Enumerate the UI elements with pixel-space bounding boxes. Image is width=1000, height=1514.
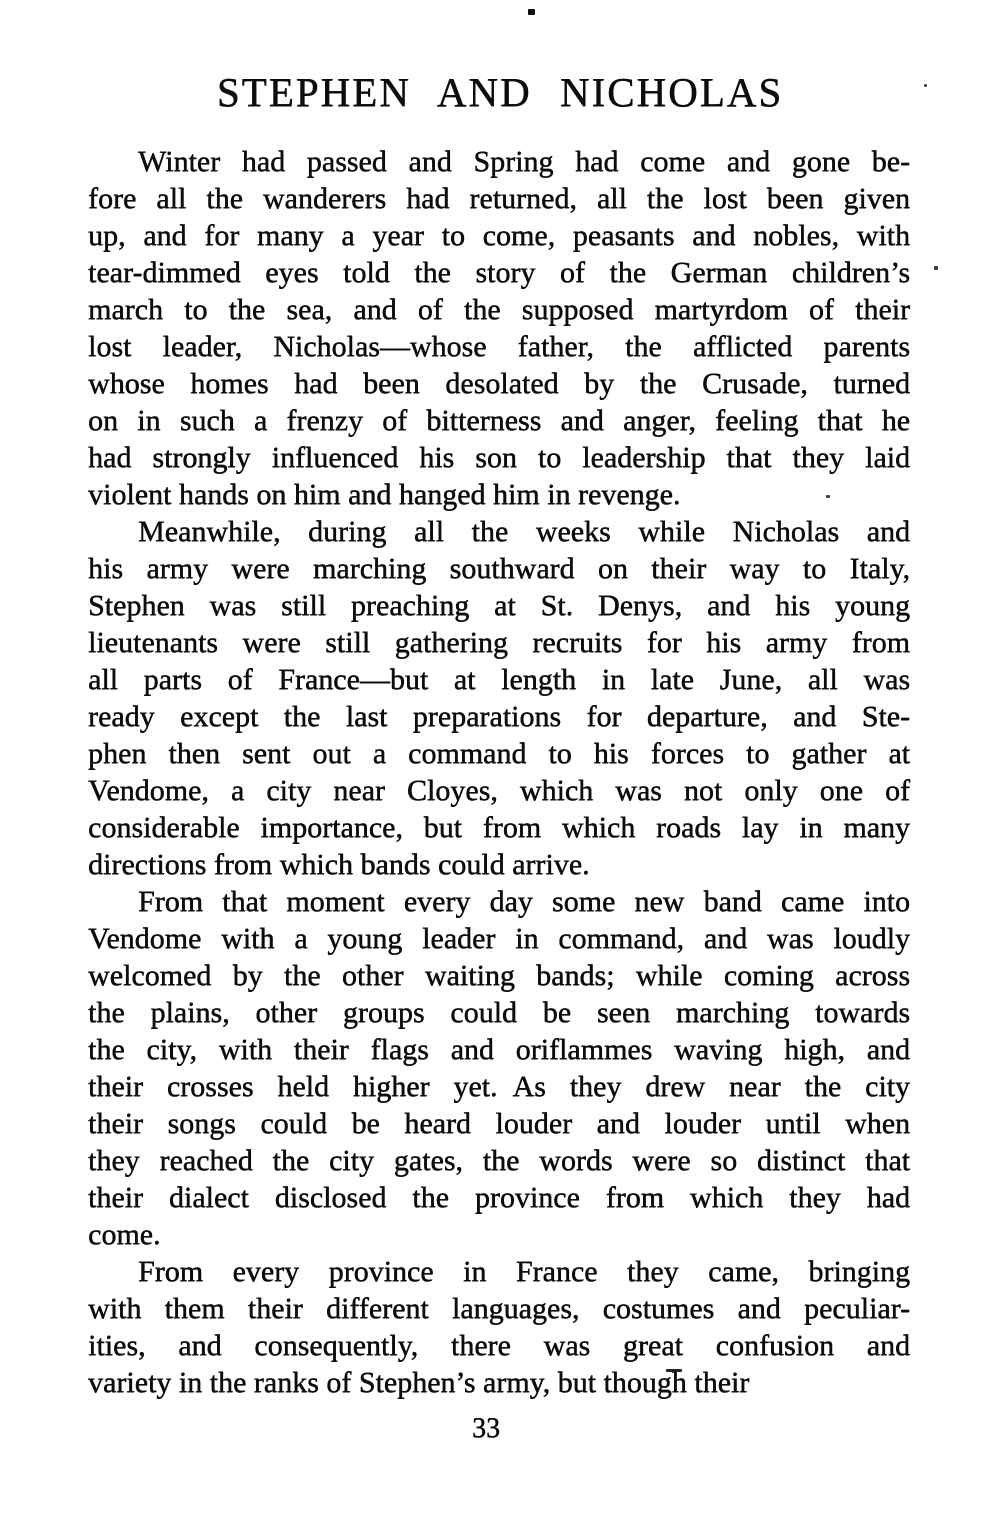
text-line: phen then sent out a command to his forces to gather at	[88, 737, 910, 770]
text-line: tear-dimmed eyes told the story of the German children’s	[88, 256, 910, 289]
text-line: welcomed by the other waiting bands; while coming across	[88, 959, 910, 992]
text-line: variety in the ranks of Stephen’s army, but though their	[88, 1366, 750, 1399]
text-line: on in such a frenzy of bitterness and anger, feeling that he	[88, 404, 910, 437]
text-line: whose homes had been desolated by the Crusade, turned	[88, 367, 910, 400]
scan-artifact-dot	[528, 9, 535, 15]
text-line: all parts of France—but at length in late June, all was	[88, 663, 910, 696]
text-line: had strongly influenced his son to leadership that they laid	[88, 441, 910, 474]
text-line: lieutenants were still gathering recruits for his army from	[88, 626, 910, 659]
text-line: Meanwhile, during all the weeks while Nicholas and	[138, 515, 910, 548]
text-line: violent hands on him and hanged him in revenge.	[88, 478, 681, 511]
text-line: Stephen was still preaching at St. Denys, and his young	[88, 589, 910, 622]
text-line: Vendome with a young leader in command, and was loudly	[88, 922, 910, 955]
text-line: fore all the wanderers had returned, all the lost been given	[88, 182, 910, 215]
chapter-title: STEPHEN AND NICHOLAS	[216, 69, 784, 115]
paragraph	[88, 883, 910, 1253]
text-line: march to the sea, and of the supposed martyrdom of their	[88, 293, 910, 326]
scan-artifact-dot	[934, 266, 938, 270]
text-line: their dialect disclosed the province from which they had	[88, 1181, 910, 1214]
text-line: directions from which bands could arrive.	[88, 848, 590, 881]
paragraph	[88, 1253, 910, 1401]
page-body	[88, 143, 910, 1401]
text-line: ities, and consequently, there was great confusion and	[88, 1329, 910, 1362]
text-line: Winter had passed and Spring had come and gone be-	[138, 145, 910, 178]
text-line: From every province in France they came, bringing	[138, 1255, 910, 1288]
text-line: the plains, other groups could be seen marching towards	[88, 996, 910, 1029]
text-line: their crosses held higher yet. As they drew near the city	[88, 1070, 910, 1103]
paragraph	[88, 513, 910, 883]
text-line: Vendome, a city near Cloyes, which was not only one of	[88, 774, 910, 807]
paragraph	[88, 143, 910, 513]
page-number: 33	[472, 1413, 500, 1444]
text-line: the city, with their flags and oriflammes waving high, and	[88, 1033, 910, 1066]
text-line: they reached the city gates, the words were so distinct that	[88, 1144, 910, 1177]
text-line: their songs could be heard louder and louder until when	[88, 1107, 910, 1140]
text-line: considerable importance, but from which roads lay in many	[88, 811, 910, 844]
text-line: lost leader, Nicholas—whose father, the afflicted parents	[88, 330, 910, 363]
text-line: with them their different languages, costumes and peculiar-	[88, 1292, 910, 1325]
text-line: his army were marching southward on their way to Italy,	[88, 552, 910, 585]
text-line: ready except the last preparations for departure, and Ste-	[88, 700, 910, 733]
text-line: From that moment every day some new band came into	[138, 885, 910, 918]
text-line: up, and for many a year to come, peasants and nobles, with	[88, 219, 910, 252]
text-line: come.	[88, 1218, 161, 1251]
